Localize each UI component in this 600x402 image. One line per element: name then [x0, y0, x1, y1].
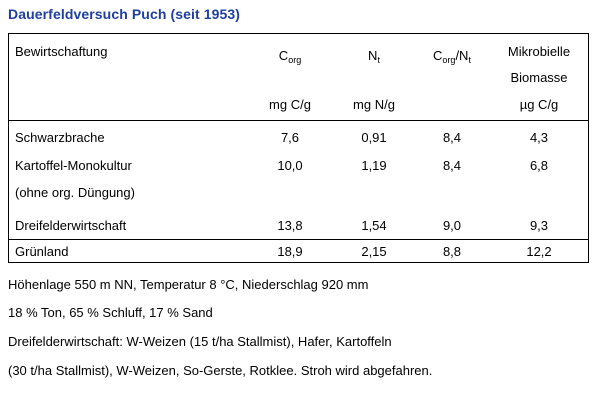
cell-ratio: 8,8	[442, 244, 462, 259]
cell-ratio: 9,0	[442, 218, 462, 233]
row-label: Dreifelderwirtschaft	[15, 218, 127, 233]
unit-nt: mg N/g	[353, 97, 395, 112]
note-rotation-cont: (30 t/ha Stallmist), W-Weizen, So-Gerste, Rotklee. Stroh wird abgefahren.	[8, 363, 433, 378]
cell-corg: 13,8	[277, 218, 303, 233]
note-soil: 18 % Ton, 65 % Schluff, 17 % Sand	[8, 305, 213, 320]
header-corg-nt-ratio: $C_{org}/N_t$	[433, 48, 471, 65]
cell-nt: 2,15	[361, 244, 387, 259]
cell-corg: 10,0	[277, 158, 303, 173]
header-corg: $C_{org}$	[278, 48, 302, 65]
cell-biomass: 4,3	[529, 130, 549, 145]
row-label-note: (ohne org. Düngung)	[15, 185, 135, 200]
header-biomasse: Biomasse	[510, 70, 568, 85]
row-label: Kartoffel-Monokultur	[15, 158, 132, 173]
data-table	[8, 33, 589, 263]
cell-corg: 7,6	[280, 130, 300, 145]
cell-ratio: 8,4	[442, 158, 462, 173]
unit-corg: mg C/g	[269, 97, 311, 112]
document-title: Dauerfeldversuch Puch (seit 1953)	[8, 6, 241, 22]
cell-corg: 18,9	[277, 244, 303, 259]
row-label: Schwarzbrache	[15, 130, 105, 145]
row-divider	[9, 239, 588, 240]
cell-biomass: 9,3	[529, 218, 549, 233]
cell-nt: 1,54	[361, 218, 387, 233]
cell-ratio: 8,4	[442, 130, 462, 145]
cell-nt: 0,91	[361, 130, 387, 145]
header-divider	[9, 120, 588, 121]
unit-biomass: µg C/g	[519, 97, 559, 112]
header-mikrobielle: Mikrobielle	[507, 44, 571, 59]
note-rotation: Dreifelderwirtschaft: W-Weizen (15 t/ha Stallmist), Hafer, Kartoffeln	[8, 334, 392, 349]
cell-biomass: 12,2	[526, 244, 552, 259]
cell-nt: 1,19	[361, 158, 387, 173]
cell-biomass: 6,8	[529, 158, 549, 173]
header-nt: $N_t$	[368, 48, 380, 65]
row-label: Grünland	[15, 244, 69, 259]
note-site: Höhenlage 550 m NN, Temperatur 8 °C, Niederschlag 920 mm	[8, 277, 369, 292]
header-bewirtschaftung: Bewirtschaftung	[15, 44, 108, 59]
